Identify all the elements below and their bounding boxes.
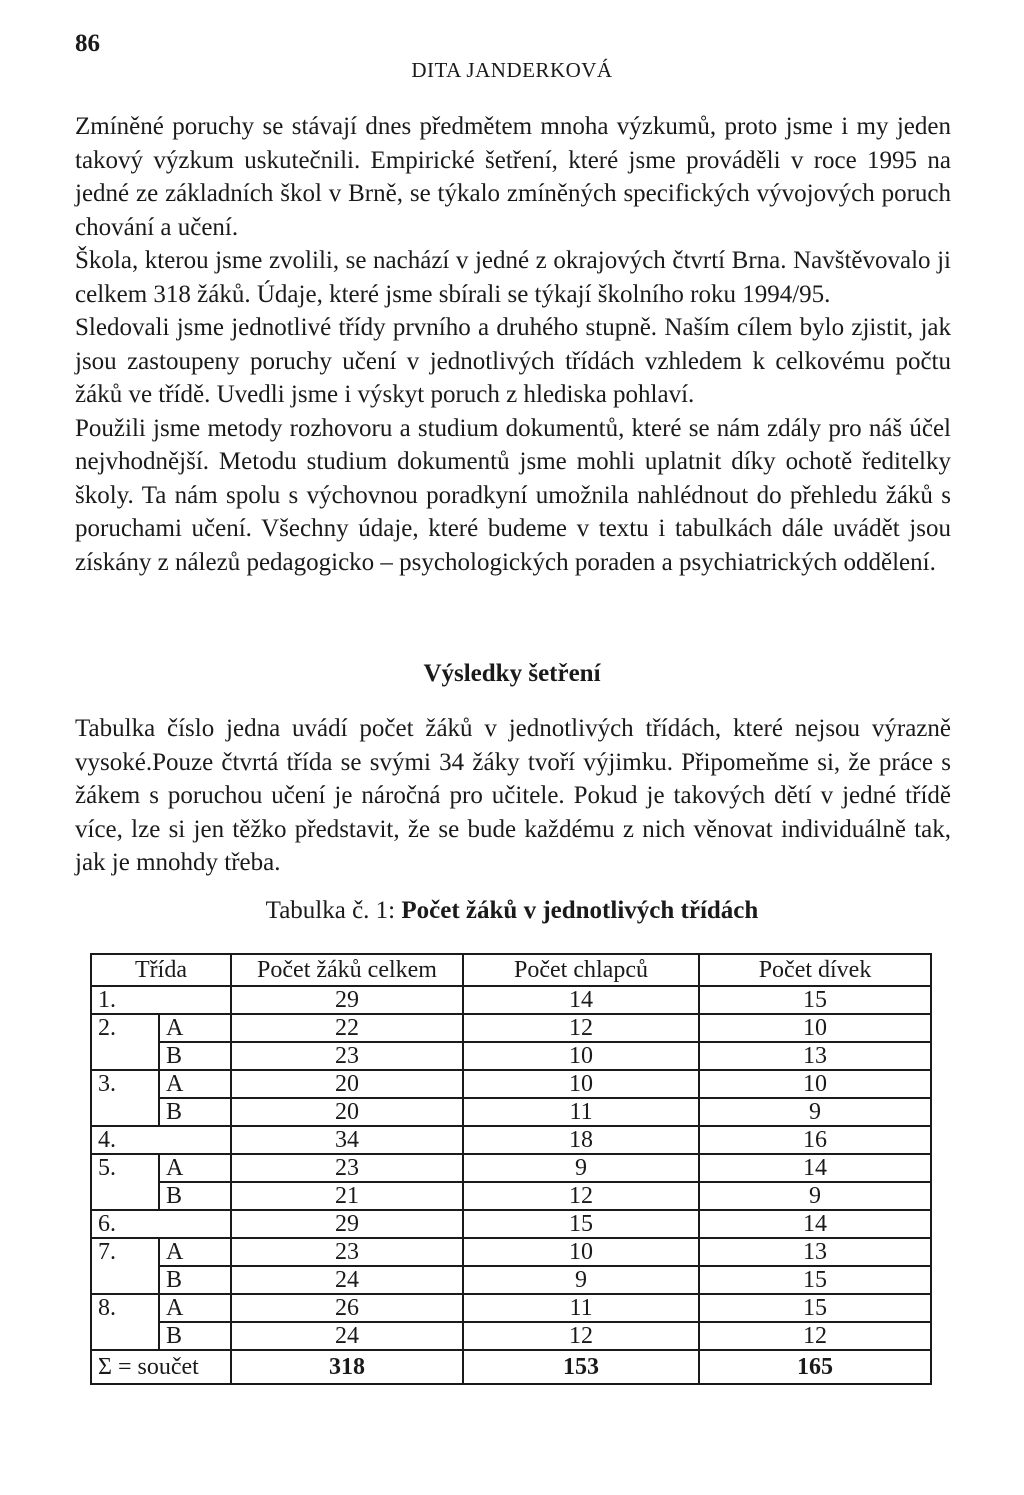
cell-grade xyxy=(91,1266,159,1294)
table-row xyxy=(91,1238,931,1266)
cell-boys: 12 xyxy=(463,1322,699,1350)
sum-label: Σ = součet xyxy=(91,1350,231,1384)
cell-section: A xyxy=(159,1238,231,1266)
table-row xyxy=(91,1322,931,1350)
cell-section: B xyxy=(159,1182,231,1210)
cell-girls: 14 xyxy=(699,1210,931,1238)
cell-total: 29 xyxy=(231,1210,463,1238)
paragraph-1: Zmíněné poruchy se stávají dnes předmětem mnoha výzkumů, proto jsme i my jeden takový výzkum uskutečnili. Empirické šetření, které jsme prováděli v roce 1995 na jedné ze základních škol v Brně, se týkalo zmíněných specifických vývojových poruch chování a učení. xyxy=(75,113,951,241)
page-number: 86 xyxy=(75,30,100,57)
cell-girls: 16 xyxy=(699,1126,931,1154)
cell-girls: 9 xyxy=(699,1182,931,1210)
cell-grade: 7. xyxy=(91,1238,159,1266)
sum-row xyxy=(91,1350,931,1384)
header-girls: Počet dívek xyxy=(699,954,931,986)
cell-total: 23 xyxy=(231,1154,463,1182)
table-row xyxy=(91,1266,931,1294)
cell-girls: 10 xyxy=(699,1070,931,1098)
cell-grade: 3. xyxy=(91,1070,159,1098)
cell-boys: 12 xyxy=(463,1014,699,1042)
intro-text xyxy=(75,110,951,579)
cell-grade xyxy=(91,1182,159,1210)
cell-girls: 13 xyxy=(699,1042,931,1070)
cell-girls: 15 xyxy=(699,1294,931,1322)
header-class: Třída xyxy=(91,954,231,986)
paragraph-2: Škola, kterou jsme zvolili, se nachází v jedné z okrajových čtvrtí Brna. Navštěvovalo ji celkem 318 žáků. Údaje, které jsme sbírali se týkají školního roku 1994/95. xyxy=(75,247,951,308)
table-row xyxy=(91,986,931,1014)
cell-section: A xyxy=(159,1070,231,1098)
cell-section: B xyxy=(159,1042,231,1070)
running-head-author: DITA JANDERKOVÁ xyxy=(411,58,613,82)
cell-girls: 12 xyxy=(699,1322,931,1350)
cell-girls: 14 xyxy=(699,1154,931,1182)
table-caption-prefix: Tabulka č. 1: xyxy=(265,897,402,924)
cell-girls: 10 xyxy=(699,1014,931,1042)
cell-boys: 12 xyxy=(463,1182,699,1210)
table-row xyxy=(91,1182,931,1210)
cell-total: 20 xyxy=(231,1070,463,1098)
cell-boys: 10 xyxy=(463,1042,699,1070)
cell-total: 29 xyxy=(231,986,463,1014)
table-body xyxy=(91,986,931,1384)
cell-total: 34 xyxy=(231,1126,463,1154)
table-row xyxy=(91,1210,931,1238)
results-text xyxy=(75,712,951,880)
cell-total: 26 xyxy=(231,1294,463,1322)
table-row xyxy=(91,1098,931,1126)
table-row xyxy=(91,1042,931,1070)
header-boys: Počet chlapců xyxy=(463,954,699,986)
cell-boys: 15 xyxy=(463,1210,699,1238)
paragraph-3: Sledovali jsme jednotlivé třídy prvního a druhého stupně. Naším cílem bylo zjistit, jak jsou zastoupeny poruchy učení v jednotlivých třídách vzhledem k celkovému počtu žáků ve třídě. Uvedli jsme i výskyt poruch z hlediska pohlaví. xyxy=(75,314,951,408)
header-total: Počet žáků celkem xyxy=(231,954,463,986)
cell-girls: 15 xyxy=(699,1266,931,1294)
section-heading: Výsledky šetření xyxy=(423,660,601,687)
table-row xyxy=(91,1154,931,1182)
table-row xyxy=(91,1070,931,1098)
cell-section: A xyxy=(159,1294,231,1322)
cell-boys: 9 xyxy=(463,1266,699,1294)
cell-total: 21 xyxy=(231,1182,463,1210)
cell-grade: 5. xyxy=(91,1154,159,1182)
sum-boys: 153 xyxy=(463,1350,699,1384)
cell-section: A xyxy=(159,1014,231,1042)
table-header-row xyxy=(91,954,931,986)
results-paragraph: Tabulka číslo jedna uvádí počet žáků v jednotlivých třídách, které nejsou výrazně vysoké.Pouze čtvrtá třída se svými 34 žáky tvoří výjimku. Připomeňme si, že práce s žákem s poruchou učení je náročná pro učitele. Pokud je takových dětí v jedné třídě více, lze si jen těžko představit, že se bude každému z nich věnovat individuálně tak, jak je mnohdy třeba. xyxy=(75,715,951,876)
cell-girls: 13 xyxy=(699,1238,931,1266)
cell-girls: 15 xyxy=(699,986,931,1014)
cell-girls: 9 xyxy=(699,1098,931,1126)
cell-total: 22 xyxy=(231,1014,463,1042)
cell-section: A xyxy=(159,1154,231,1182)
table-row xyxy=(91,1126,931,1154)
table-caption-title: Počet žáků v jednotlivých třídách xyxy=(401,897,759,924)
cell-boys: 10 xyxy=(463,1238,699,1266)
sum-total: 318 xyxy=(231,1350,463,1384)
cell-section: B xyxy=(159,1322,231,1350)
cell-section: B xyxy=(159,1098,231,1126)
cell-boys: 11 xyxy=(463,1098,699,1126)
cell-section: B xyxy=(159,1266,231,1294)
table-row xyxy=(91,1014,931,1042)
class-count-table xyxy=(90,953,932,1385)
cell-grade: 4. xyxy=(91,1126,231,1154)
sum-girls: 165 xyxy=(699,1350,931,1384)
cell-grade xyxy=(91,1098,159,1126)
cell-grade: 2. xyxy=(91,1014,159,1042)
cell-grade: 8. xyxy=(91,1294,159,1322)
cell-boys: 14 xyxy=(463,986,699,1014)
cell-boys: 18 xyxy=(463,1126,699,1154)
table-caption xyxy=(0,897,1024,925)
cell-grade xyxy=(91,1322,159,1350)
cell-grade xyxy=(91,1042,159,1070)
cell-total: 23 xyxy=(231,1042,463,1070)
table-row xyxy=(91,1294,931,1322)
paragraph-4: Použili jsme metody rozhovoru a studium dokumentů, které se nám zdály pro náš účel nejvhodnější. Metodu studium dokumentů jsme mohli uplatnit díky ochotě ředitelky školy. Ta nám spolu s výchovnou poradkyní umožnila nahlédnout do přehledu žáků s poruchami učení. Všechny údaje, které budeme v textu i tabulkách dále uvádět jsou získány z nálezů pedagogicko – psychologických poraden a psychiatrických oddělení. xyxy=(75,414,951,576)
cell-boys: 11 xyxy=(463,1294,699,1322)
cell-total: 23 xyxy=(231,1238,463,1266)
cell-grade: 1. xyxy=(91,986,231,1014)
cell-total: 24 xyxy=(231,1322,463,1350)
cell-boys: 9 xyxy=(463,1154,699,1182)
cell-total: 20 xyxy=(231,1098,463,1126)
cell-grade: 6. xyxy=(91,1210,231,1238)
cell-total: 24 xyxy=(231,1266,463,1294)
cell-boys: 10 xyxy=(463,1070,699,1098)
